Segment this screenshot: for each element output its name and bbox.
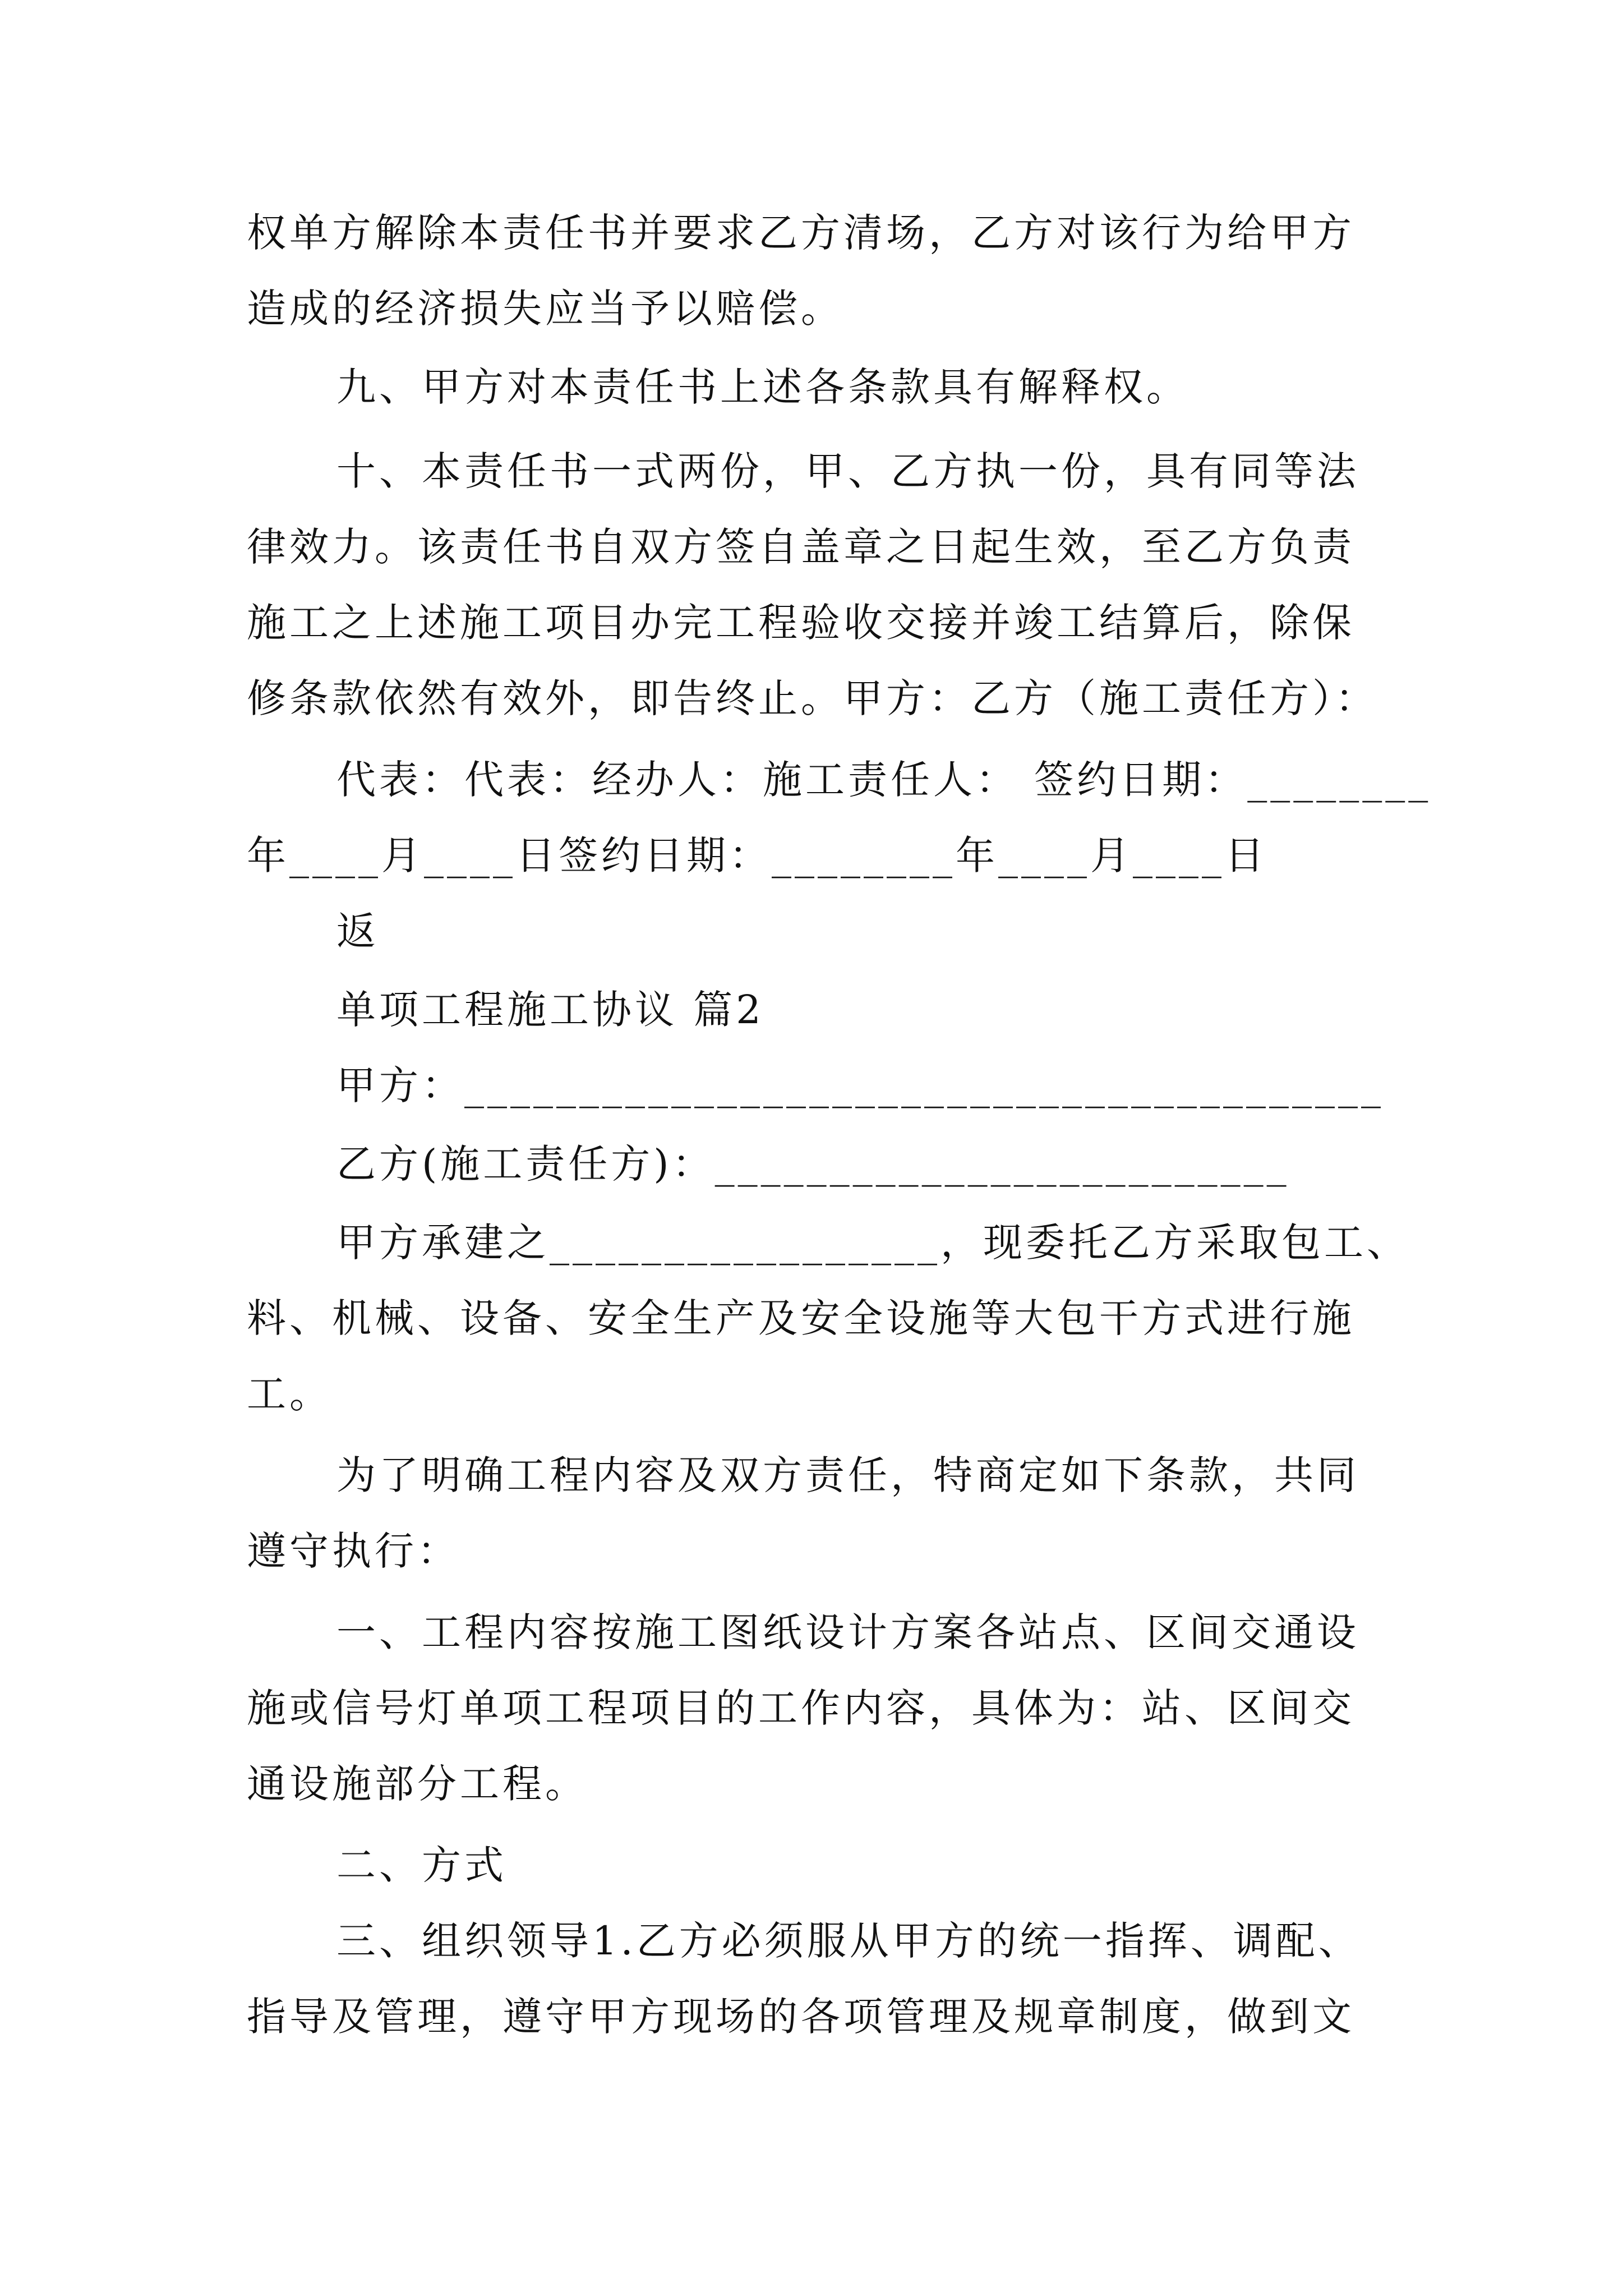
date-line: 年____月____日签约日期：________年____月____日 [247,832,1267,878]
text-line: 为了明确工程内容及双方责任，特商定如下条款，共同 [336,1452,1359,1498]
text-line: 施工之上述施工项目办完工程验收交接并竣工结算后，除保 [247,600,1355,646]
text-line: 返 [336,908,379,954]
text-line: 修条款依然有效外，即告终止。甲方：乙方（施工责任方）： [247,675,1378,721]
text-line: 料、机械、设备、安全生产及安全设施等大包干方式进行施 [247,1295,1355,1341]
text-line: 一、工程内容按施工图纸设计方案各站点、区间交通设 [336,1609,1359,1655]
text-line: 遵守执行： [247,1528,460,1574]
text-line: 律效力。该责任书自双方签自盖章之日起生效，至乙方负责 [247,524,1355,570]
text-line: 施或信号灯单项工程项目的工作内容，具体为：站、区间交 [247,1685,1355,1731]
text-line: 九、甲方对本责任书上述各条款具有解释权。 [336,364,1189,410]
text-line: 造成的经济损失应当予以赔偿。 [247,286,843,332]
text-line: 甲方承建之_________________，现委托乙方采取包工、 [336,1220,1409,1266]
section-title: 单项工程施工协议 篇2 [336,987,764,1033]
signature-line: 代表：代表：经办人：施工责任人： 签约日期：________ [336,757,1432,803]
party-b-field: 乙方(施工责任方)：_________________________ [336,1141,1290,1187]
text-line: 指导及管理，遵守甲方现场的各项管理及规章制度，做到文 [247,1994,1355,2040]
text-line: 十、本责任书一式两份，甲、乙方执一份，具有同等法 [336,448,1359,494]
text-line: 二、方式 [336,1842,507,1888]
text-line: 权单方解除本责任书并要求乙方清场，乙方对该行为给甲方 [247,210,1355,256]
text-line: 三、组织领导1.乙方必须服从甲方的统一指挥、调配、 [336,1918,1361,1964]
party-a-field: 甲方：________________________________________ [336,1062,1384,1108]
text-line: 通设施部分工程。 [247,1761,588,1807]
text-line: 工。 [247,1371,332,1417]
